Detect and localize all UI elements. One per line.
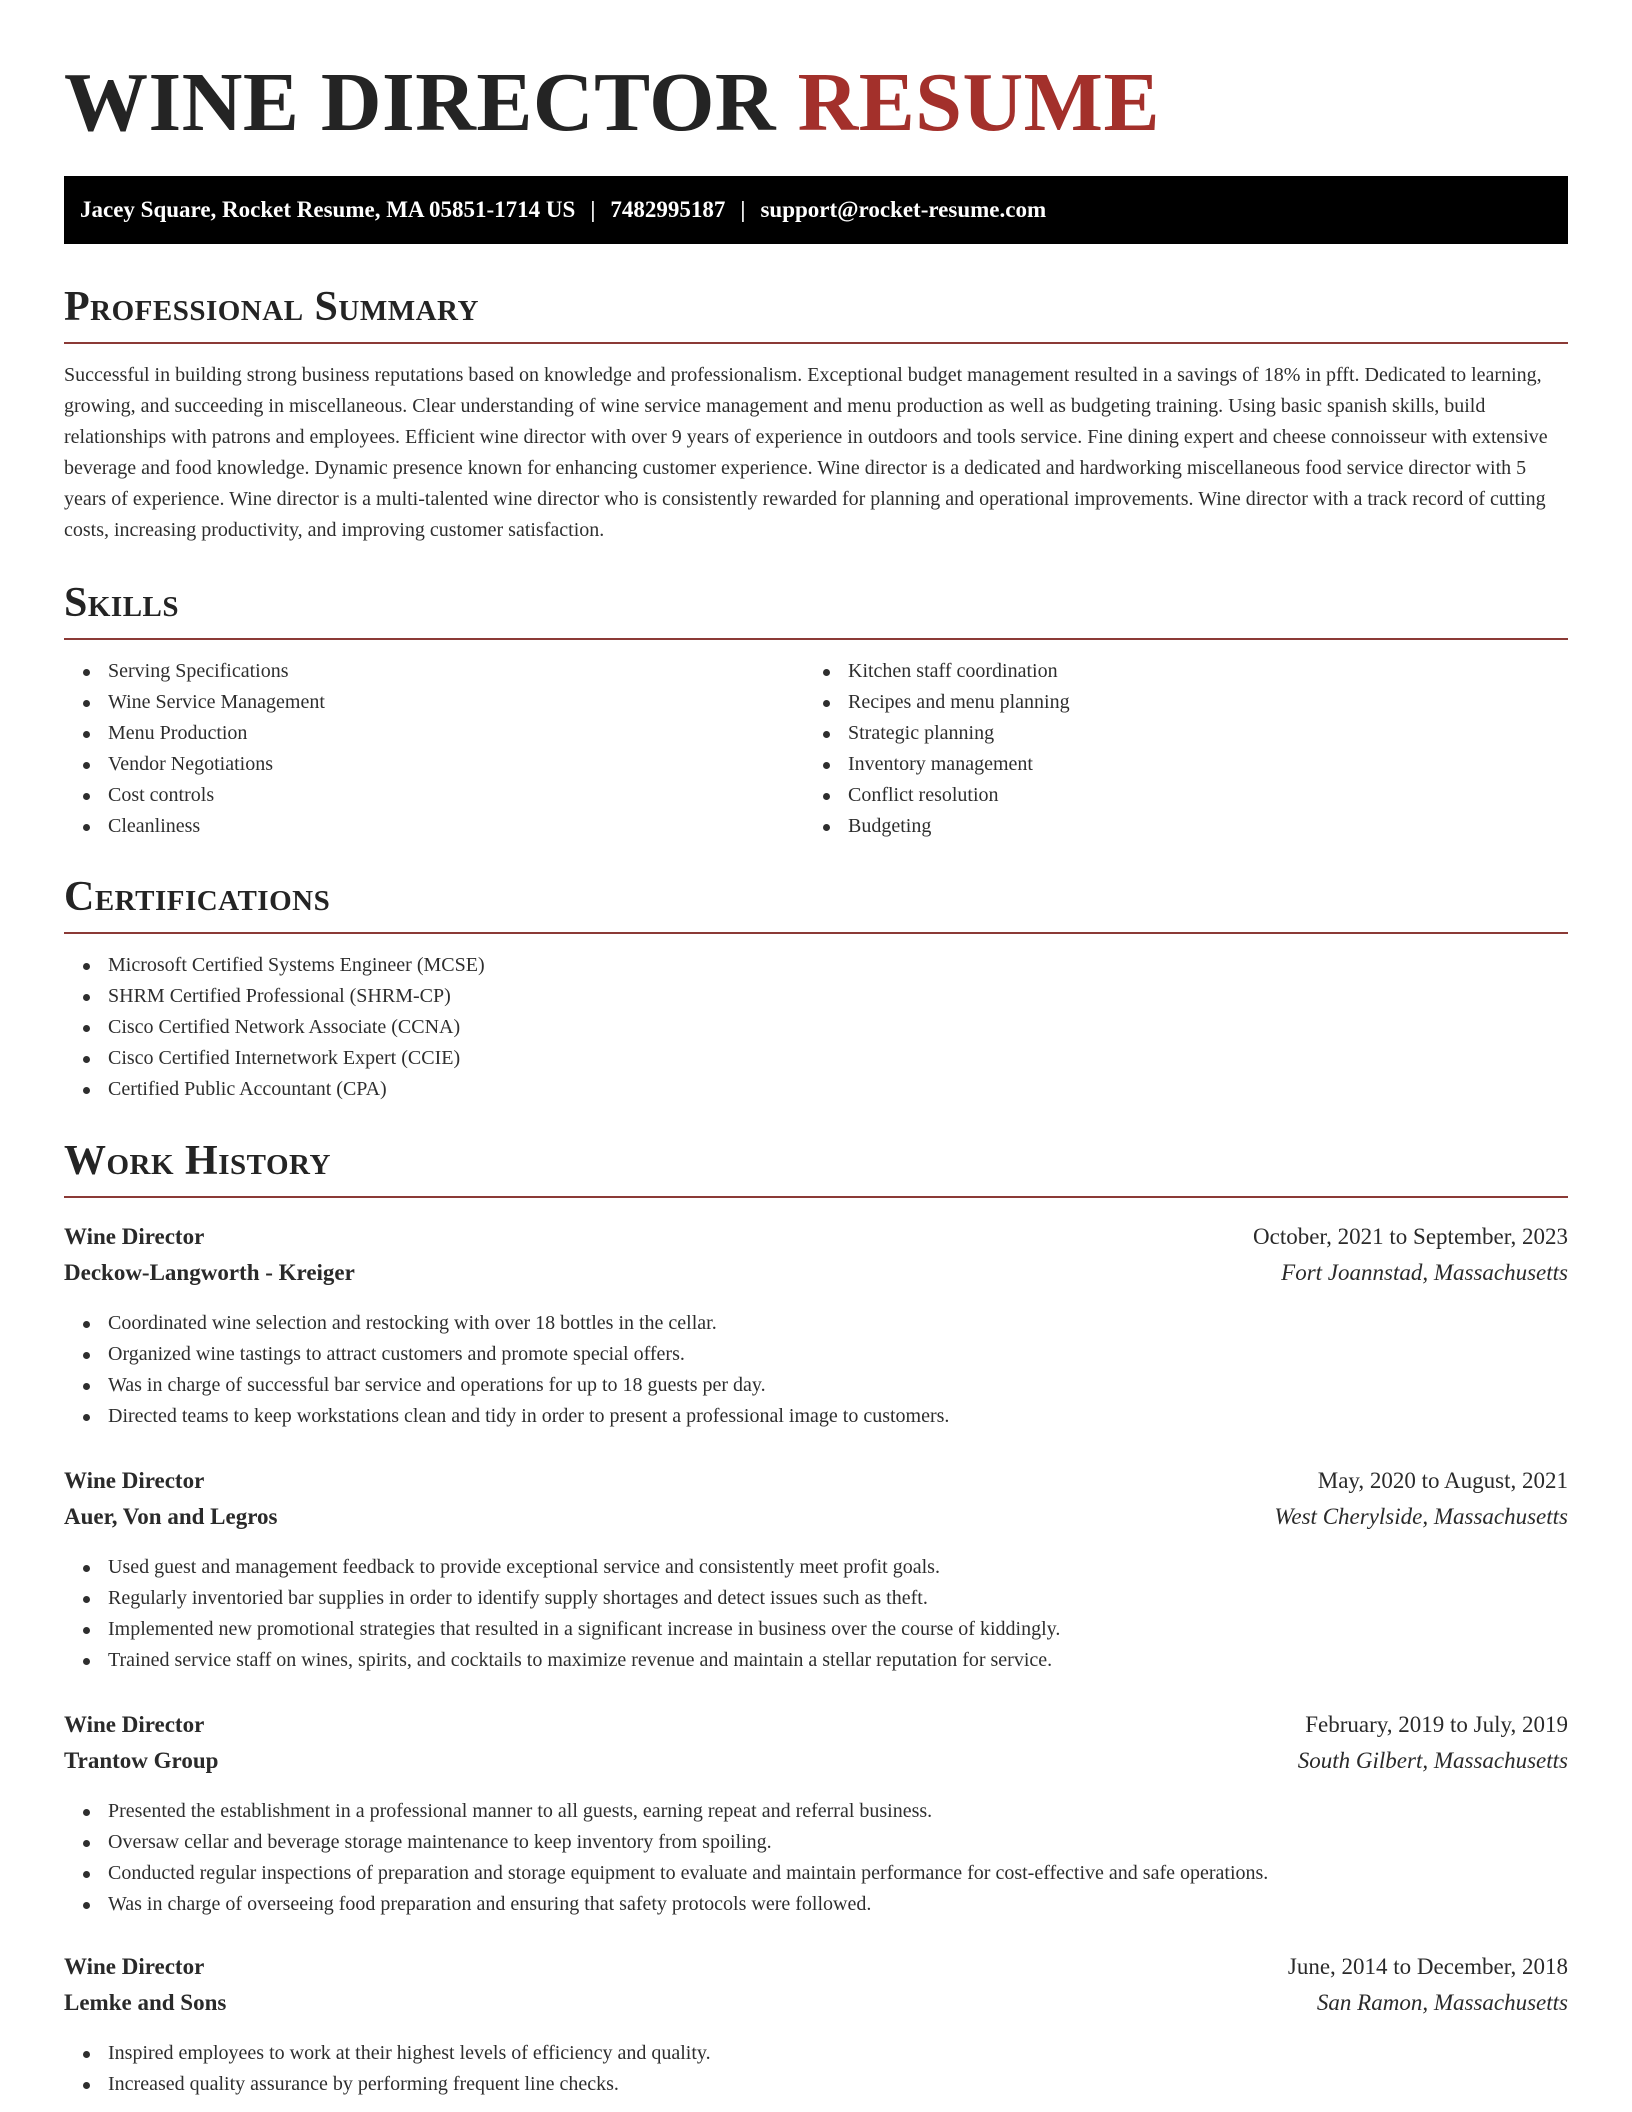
job-company: Lemke and Sons [64, 1990, 227, 2015]
certifications-heading: Certifications [64, 874, 331, 920]
job-entry [64, 1954, 1568, 2100]
contact-separator: | [740, 197, 746, 222]
job-title: Wine Director [64, 1954, 205, 1979]
list-item: Certified Public Accountant (CPA) [64, 1074, 1568, 1105]
list-item: Budgeting [804, 811, 1544, 842]
list-item: Oversaw cellar and beverage storage maintenance to keep inventory from spoiling. [64, 1827, 1568, 1858]
section-divider [64, 638, 1568, 640]
job-subheader-row [64, 1990, 1568, 2026]
job-entry [64, 1712, 1568, 1920]
job-dates: October, 2021 to September, 2023 [1253, 1224, 1568, 1249]
list-item: Presented the establishment in a professional manner to all guests, earning repeat and referral business. [64, 1796, 1568, 1827]
skills-list-right [804, 656, 1544, 842]
list-item: Inventory management [804, 749, 1544, 780]
job-title: Wine Director [64, 1224, 205, 1249]
skills-list-left [64, 656, 804, 842]
list-item: Was in charge of overseeing food preparation and ensuring that safety protocols were followed. [64, 1889, 1568, 1920]
job-duties-list [64, 1796, 1568, 1920]
job-location: South Gilbert, Massachusetts [1297, 1748, 1568, 1773]
list-item: Inspired employees to work at their highest levels of efficiency and quality. [64, 2038, 1568, 2069]
list-item: Coordinated wine selection and restocking with over 18 bottles in the cellar. [64, 1308, 1568, 1339]
list-item: Microsoft Certified Systems Engineer (MCSE) [64, 950, 1568, 981]
job-entry [64, 1468, 1568, 1676]
list-item: Conducted regular inspections of preparation and storage equipment to evaluate and maintain performance for cost-effective and safe operations. [64, 1858, 1568, 1889]
job-duties-list [64, 2038, 1568, 2100]
job-company: Auer, Von and Legros [64, 1504, 278, 1529]
list-item: Cleanliness [64, 811, 804, 842]
list-item: SHRM Certified Professional (SHRM-CP) [64, 981, 1568, 1012]
summary-text: Successful in building strong business reputations based on knowledge and professionalism. Exceptional budget management resulted in a savings of 18% in pfft. Dedicated to learning, growing, and succeeding in miscellaneous. Clear understanding of wine service management and menu production as well as budgeting training. Using basic spanish skills, build relationships with patrons and employees. Efficient wine director with over 9 years of experience in outdoors and tools service. Fine dining expert and cheese connoisseur with extensive beverage and food knowledge. Dynamic presence known for enhancing customer experience. Wine director is a dedicated and hardworking miscellaneous food service director with 5 years of experience. Wine director is a multi-talented wine director who is consistently rewarded for planning and operational improvements. Wine director with a track record of cutting costs, increasing productivity, and improving customer satisfaction. [64, 364, 1548, 541]
list-item: Implemented new promotional strategies that resulted in a significant increase in business over the course of kiddingly. [64, 1614, 1568, 1645]
contact-separator: | [590, 197, 596, 222]
section-divider [64, 1196, 1568, 1198]
job-location: San Ramon, Massachusetts [1316, 1990, 1568, 2015]
certifications-section [64, 872, 1568, 1105]
list-item: Organized wine tastings to attract customers and promote special offers. [64, 1339, 1568, 1370]
list-item: Wine Service Management [64, 687, 804, 718]
list-item: Used guest and management feedback to provide exceptional service and consistently meet profit goals. [64, 1552, 1568, 1583]
section-divider [64, 932, 1568, 934]
summary-section [64, 282, 1568, 546]
work-history-heading: Work History [64, 1138, 331, 1184]
job-subheader-row [64, 1748, 1568, 1784]
job-dates: February, 2019 to July, 2019 [1305, 1712, 1568, 1737]
list-item: Recipes and menu planning [804, 687, 1544, 718]
summary-heading: Professional Summary [64, 284, 479, 330]
list-item: Trained service staff on wines, spirits, and cocktails to maximize revenue and maintain a stellar reputation for service. [64, 1645, 1568, 1676]
list-item: Regularly inventoried bar supplies in order to identify supply shortages and detect issues such as theft. [64, 1583, 1568, 1614]
title-main: WINE DIRECTOR [64, 56, 777, 149]
contact-phone: 7482995187 [610, 197, 726, 222]
contact-email[interactable]: support@rocket-resume.com [760, 197, 1047, 222]
job-entry [64, 1224, 1568, 1432]
job-company: Trantow Group [64, 1748, 219, 1773]
page-title [64, 58, 1160, 148]
section-divider [64, 342, 1568, 344]
certifications-list [64, 950, 1568, 1105]
job-company: Deckow-Langworth - Kreiger [64, 1260, 355, 1285]
job-header-row [64, 1712, 1568, 1748]
list-item: Kitchen staff coordination [804, 656, 1544, 687]
list-item: Vendor Negotiations [64, 749, 804, 780]
list-item: Menu Production [64, 718, 804, 749]
contact-address: Jacey Square, Rocket Resume, MA 05851-1714 US [80, 197, 576, 222]
job-title: Wine Director [64, 1712, 205, 1737]
job-header-row [64, 1954, 1568, 1990]
job-duties-list [64, 1552, 1568, 1676]
list-item: Conflict resolution [804, 780, 1544, 811]
job-subheader-row [64, 1260, 1568, 1296]
skills-section [64, 578, 1568, 842]
contact-bar [64, 176, 1568, 244]
skills-columns [64, 656, 1568, 842]
list-item: Was in charge of successful bar service and operations for up to 18 guests per day. [64, 1370, 1568, 1401]
job-dates: May, 2020 to August, 2021 [1317, 1468, 1568, 1493]
list-item: Serving Specifications [64, 656, 804, 687]
list-item: Strategic planning [804, 718, 1544, 749]
job-location: West Cherylside, Massachusetts [1274, 1504, 1568, 1529]
work-history-section [64, 1136, 1568, 1198]
job-duties-list [64, 1308, 1568, 1432]
job-title: Wine Director [64, 1468, 205, 1493]
job-header-row [64, 1468, 1568, 1504]
list-item: Cost controls [64, 780, 804, 811]
list-item: Directed teams to keep workstations clean and tidy in order to present a professional image to customers. [64, 1401, 1568, 1432]
job-location: Fort Joannstad, Massachusetts [1281, 1260, 1568, 1285]
list-item: Increased quality assurance by performing frequent line checks. [64, 2069, 1568, 2100]
skills-heading: Skills [64, 580, 180, 626]
list-item: Cisco Certified Network Associate (CCNA) [64, 1012, 1568, 1043]
title-accent: RESUME [797, 56, 1160, 149]
job-subheader-row [64, 1504, 1568, 1540]
job-header-row [64, 1224, 1568, 1260]
list-item: Cisco Certified Internetwork Expert (CCIE) [64, 1043, 1568, 1074]
job-dates: June, 2014 to December, 2018 [1287, 1954, 1568, 1979]
